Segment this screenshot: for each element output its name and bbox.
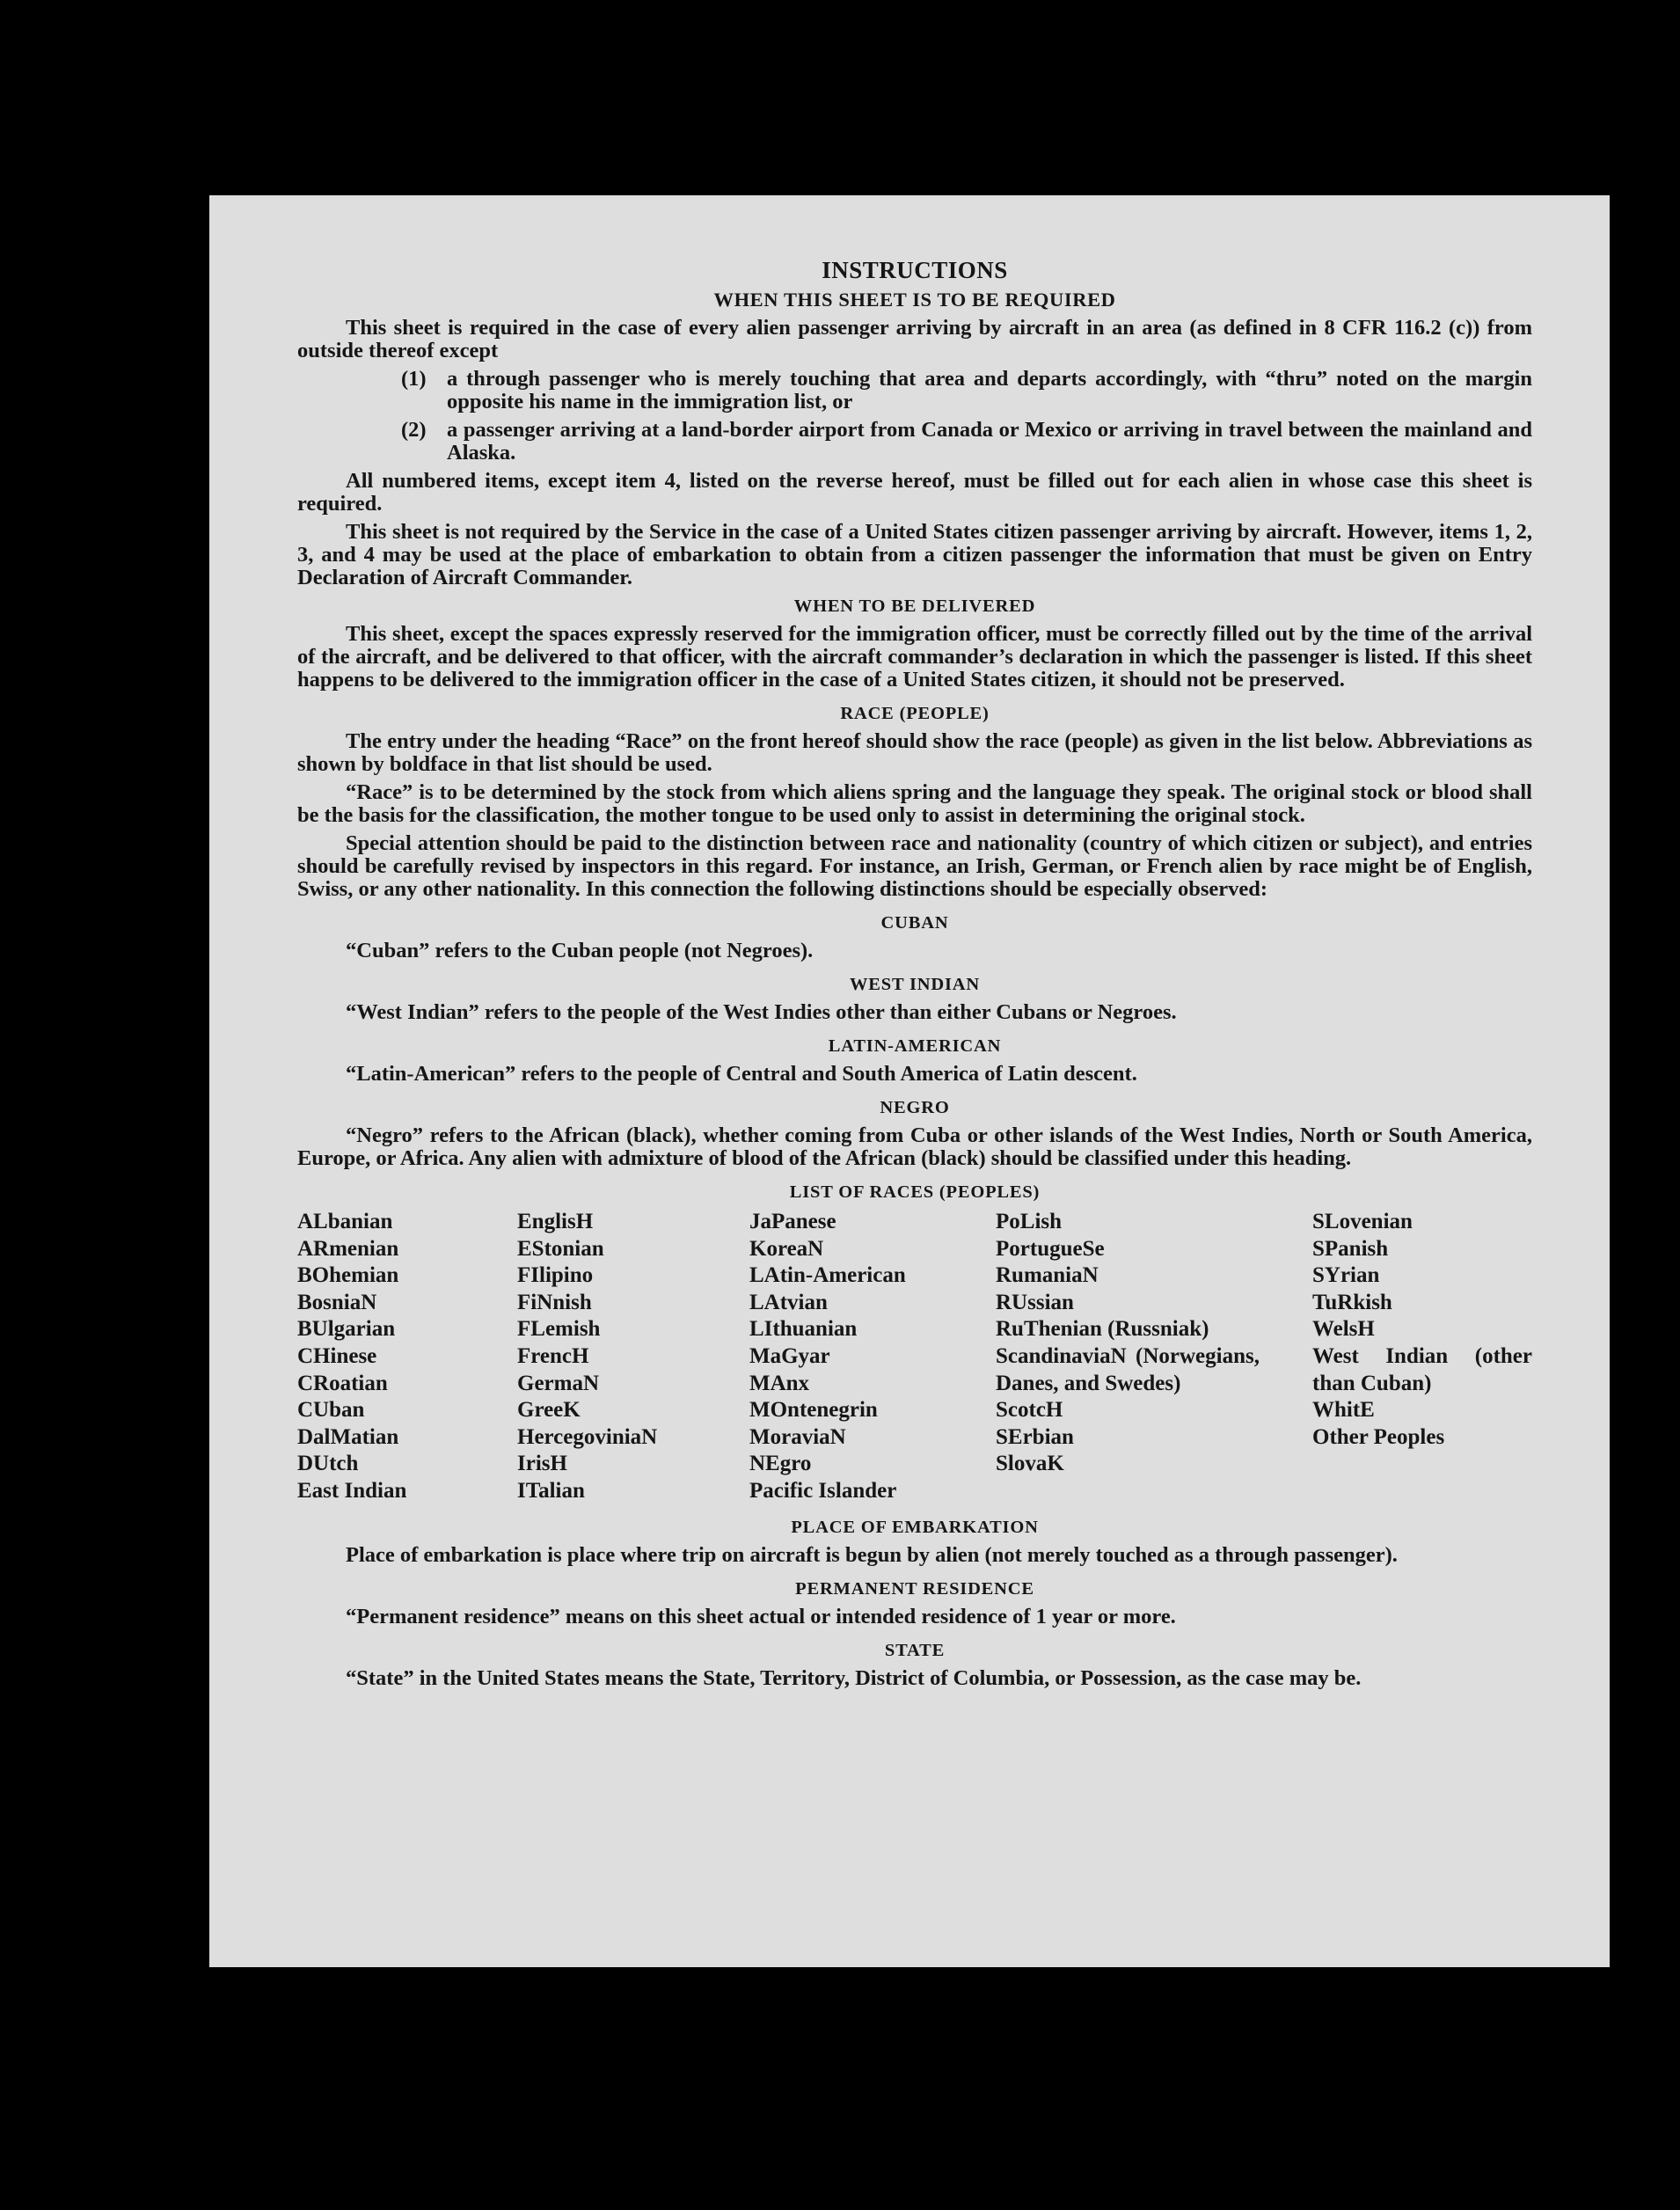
- race-item: BosniaN: [297, 1290, 377, 1314]
- exception-number: (2): [401, 418, 427, 442]
- races-list: [297, 1209, 1532, 1505]
- race-item: DalMatian: [297, 1424, 399, 1449]
- section-heading-permanent-residence: PERMANENT RESIDENCE: [795, 1578, 1034, 1599]
- race-item: MaGyar: [749, 1343, 830, 1368]
- race-item: RUssian: [996, 1290, 1074, 1314]
- races-column-4: [996, 1209, 1312, 1505]
- race-paragraph-2: “Race” is to be determined by the stock from which aliens spring and the language they speak. The original stock or blood shall be the basis for the classification, the mother tongue to be used only to assist in determining the original stock.: [297, 780, 1532, 827]
- race-item: ALbanian: [297, 1210, 393, 1233]
- race-item: EnglisH: [517, 1210, 594, 1233]
- race-item: CRoatian: [297, 1371, 388, 1395]
- section-heading-latin-american: LATIN-AMERICAN: [828, 1036, 1002, 1056]
- section-heading-negro: NEGRO: [880, 1098, 950, 1117]
- citizen-note-paragraph: This sheet is not required by the Service in the case of a United States citizen passenger arriving by aircraft. However, items 1, 2, 3, and 4 may be used at the place of embarkation to obtain from a citizen passenger the information that must be given on Entry Declaration of Aircraft Commander.: [297, 520, 1532, 589]
- race-item: LIthuanian: [749, 1317, 858, 1342]
- instruction-sheet: [209, 195, 1610, 1967]
- permanent-residence-paragraph: “Permanent residence” means on this sheet actual or intended residence of 1 year or more.: [346, 1604, 1176, 1628]
- race-item: FIlipino: [517, 1263, 594, 1288]
- section-heading-when-delivered: WHEN TO BE DELIVERED: [793, 596, 1036, 616]
- race-item: WelsH: [1312, 1317, 1375, 1342]
- race-paragraph-1: The entry under the heading “Race” on the front hereof should show the race (people) as given in the list below. Abbreviations as shown by boldface in that list should be used.: [297, 729, 1532, 776]
- race-item: SErbian: [996, 1424, 1074, 1449]
- races-column-1: [297, 1209, 517, 1505]
- race-item: LAtin-American: [749, 1263, 906, 1288]
- race-item: MOntenegrin: [749, 1398, 878, 1423]
- race-item: MoraviaN: [749, 1424, 846, 1449]
- race-item: WhitE: [1312, 1398, 1375, 1423]
- race-item: ARmenian: [297, 1236, 399, 1261]
- race-item: JaPanese: [749, 1210, 836, 1233]
- race-item: BOhemian: [297, 1263, 399, 1288]
- race-item: ScandinaviaN (Norwegians, Danes, and Swedes): [996, 1343, 1260, 1395]
- race-item: RumaniaN: [996, 1263, 1099, 1288]
- exception-text: a passenger arriving at a land-border airport from Canada or Mexico or arriving in travel between the mainland and Alaska.: [447, 418, 1532, 465]
- intro-paragraph: This sheet is required in the case of every alien passenger arriving by aircraft in an area (as defined in 8 CFR 116.2 (c)) from outside thereof except: [297, 316, 1532, 362]
- exception-item: [401, 368, 1532, 413]
- race-item: Pacific Islander: [749, 1478, 897, 1503]
- embarkation-paragraph: Place of embarkation is place where trip on aircraft is begun by alien (not merely touched as a through passenger).: [346, 1542, 1398, 1567]
- races-column-3: [749, 1209, 996, 1505]
- race-item: DUtch: [297, 1452, 359, 1476]
- cuban-paragraph: “Cuban” refers to the Cuban people (not Negroes).: [346, 939, 814, 962]
- race-paragraph-3: Special attention should be paid to the distinction between race and nationality (country of which citizen or subject), and entries should be carefully revised by inspectors in this regard. For instance, an Irish, German, or French alien by race might be of English, Swiss, or any other nationality. In this connection the following distinctions should be especially observed:: [297, 831, 1532, 901]
- race-item: CUban: [297, 1398, 365, 1423]
- race-item: HercegoviniaN: [517, 1424, 658, 1449]
- race-item: KoreaN: [749, 1236, 824, 1261]
- race-item: IrisH: [517, 1452, 567, 1476]
- negro-paragraph: “Negro” refers to the African (black), whether coming from Cuba or other islands of the West Indies, North or South America, Europe, or Africa. Any alien with admixture of blood of the African (black) should be classified under this heading.: [297, 1123, 1532, 1170]
- section-heading-race: RACE (PEOPLE): [840, 704, 990, 723]
- exception-text: a through passenger who is merely touching that area and departs accordingly, with “thru” noted on the margin opposite his name in the immigration list, or: [447, 367, 1532, 413]
- when-delivered-paragraph: This sheet, except the spaces expressly reserved for the immigration officer, must be correctly filled out by the time of the arrival of the aircraft, and be delivered to that officer, with the aircraft commander’s declaration in which the passenger is listed. If this sheet happens to be delivered to the immigration officer in the case of a United States citizen, it should not be preserved.: [297, 622, 1532, 692]
- race-item: SLovenian: [1312, 1210, 1413, 1233]
- west-indian-paragraph: “West Indian” refers to the people of the West Indies other than either Cubans or Negroes.: [346, 1000, 1177, 1024]
- race-item: Other Peoples: [1312, 1424, 1445, 1449]
- races-column-5: [1312, 1209, 1532, 1505]
- section-heading-west-indian: WEST INDIAN: [850, 975, 980, 994]
- section-heading-embarkation: PLACE OF EMBARKATION: [791, 1517, 1039, 1537]
- subtitle: WHEN THIS SHEET IS TO BE REQUIRED: [713, 289, 1116, 311]
- races-column-2: [517, 1209, 749, 1505]
- race-item: West Indian (other than Cuban): [1312, 1343, 1532, 1395]
- section-heading-state: STATE: [884, 1640, 946, 1660]
- page-title: INSTRUCTIONS: [822, 257, 1008, 283]
- race-item: PoLish: [996, 1210, 1063, 1233]
- section-heading-cuban: CUBAN: [880, 913, 949, 933]
- race-item: GermaN: [517, 1371, 600, 1395]
- race-item: RuThenian (Russniak): [996, 1317, 1209, 1342]
- numbered-items-paragraph: All numbered items, except item 4, listed on the reverse hereof, must be filled out for each alien in whose case this sheet is required.: [297, 469, 1532, 516]
- section-heading-list-of-races: LIST OF RACES (PEOPLES): [789, 1182, 1041, 1202]
- race-item: East Indian: [297, 1478, 407, 1503]
- race-item: EStonian: [517, 1236, 604, 1261]
- state-paragraph: “State” in the United States means the State, Territory, District of Columbia, or Possession, as the case may be.: [346, 1665, 1362, 1690]
- exception-number: (1): [401, 367, 427, 391]
- race-item: CHinese: [297, 1343, 377, 1368]
- race-item: GreeK: [517, 1398, 581, 1423]
- race-item: SlovaK: [996, 1452, 1064, 1476]
- race-item: NEgro: [749, 1452, 812, 1476]
- latin-american-paragraph: “Latin-American” refers to the people of Central and South America of Latin descent.: [346, 1062, 1137, 1086]
- race-item: PortugueSe: [996, 1236, 1105, 1261]
- race-item: FLemish: [517, 1317, 601, 1342]
- exception-item: [401, 419, 1532, 465]
- race-item: FrencH: [517, 1343, 589, 1368]
- race-item: TuRkish: [1312, 1290, 1392, 1314]
- race-item: FiNnish: [517, 1290, 592, 1314]
- race-item: ITalian: [517, 1478, 585, 1503]
- race-item: BUlgarian: [297, 1317, 396, 1342]
- race-item: SYrian: [1312, 1263, 1380, 1288]
- race-item: MAnx: [749, 1371, 810, 1395]
- race-item: SPanish: [1312, 1236, 1389, 1261]
- race-item: ScotcH: [996, 1398, 1063, 1423]
- race-item: LAtvian: [749, 1290, 828, 1314]
